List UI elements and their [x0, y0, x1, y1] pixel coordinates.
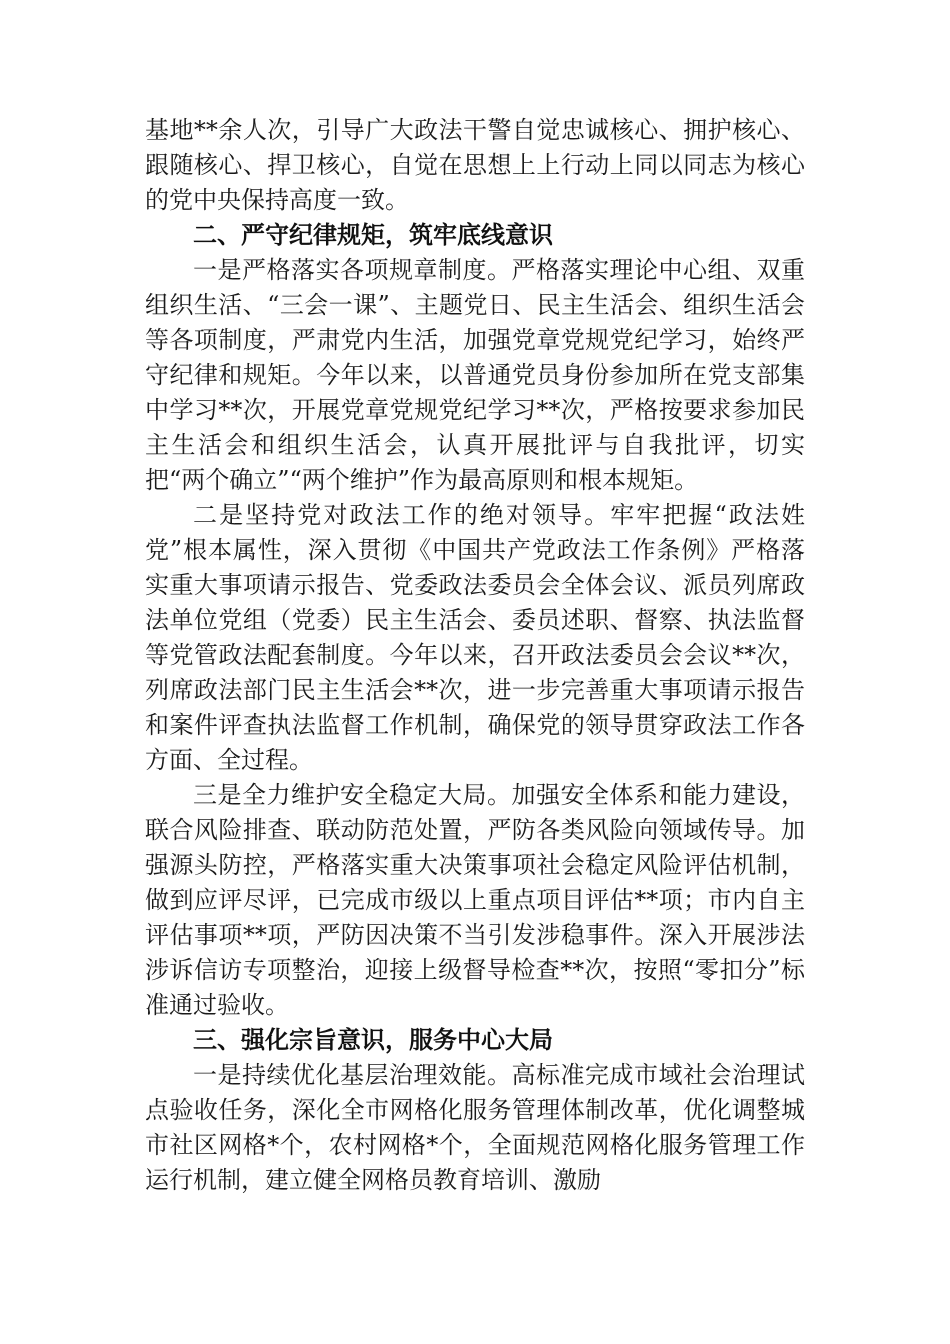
- paragraph-party-leadership: 二是坚持党对政法工作的绝对领导。牢牢把握“政法姓党”根本属性，深入贯彻《中国共产党政法工作条例》严格落实重大事项请示报告、党委政法委员会全体会议、派员列席政法单位党组（党委）民主生活会、委员述职、督察、执法监督等党管政法配套制度。今年以来，召开政法委员会会议**次，列席政法部门民主生活会**次，进一步完善重大事项请示报告和案件评查执法监督工作机制，确保党的领导贯穿政法工作各方面、全过程。: [145, 501, 805, 774]
- section-heading-3: 三、强化宗旨意识，服务中心大局: [193, 1026, 553, 1054]
- document-body: [145, 113, 805, 1198]
- paragraph-rules-system: 一是严格落实各项规章制度。严格落实理论中心组、双重组织生活、“三会一课”、主题党日、民主生活会、组织生活会等各项制度，严肃党内生活，加强党章党规党纪学习，始终严守纪律和规矩。今年以来，以普通党员身份参加所在党支部集中学习**次，开展党章党规党纪学习**次，严格按要求参加民主生活会和组织生活会，认真开展批评与自我批评，切实把“两个确立”“两个维护”作为最高原则和根本规矩。: [145, 256, 805, 494]
- paragraph-security-stability: 三是全力维护安全稳定大局。加强安全体系和能力建设，联合风险排查、联动防范处置，严防各类风险向领域传导。加强源头防控，严格落实重大决策事项社会稳定风险评估机制，做到应评尽评，已完成市级以上重点项目评估**项；市内自主评估事项**项，严防因决策不当引发涉稳事件。深入开展涉法涉诉信访专项整治，迎接上级督导检查**次，按照“零扣分”标准通过验收。: [145, 781, 805, 1019]
- section-heading-2: 二、严守纪律规矩，筑牢底线意识: [193, 221, 553, 249]
- paragraph-grassroots-governance: 一是持续优化基层治理效能。高标准完成市域社会治理试点验收任务，深化全市网格化服务管理体制改革，优化调整城市社区网格*个，农村网格*个，全面规范网格化服务管理工作运行机制，建立健全网格员教育培训、激励: [145, 1061, 805, 1194]
- paragraph-continuation: 基地**余人次，引导广大政法干警自觉忠诚核心、拥护核心、跟随核心、捍卫核心，自觉在思想上上行动上同以同志为核心的党中央保持高度一致。: [145, 116, 805, 214]
